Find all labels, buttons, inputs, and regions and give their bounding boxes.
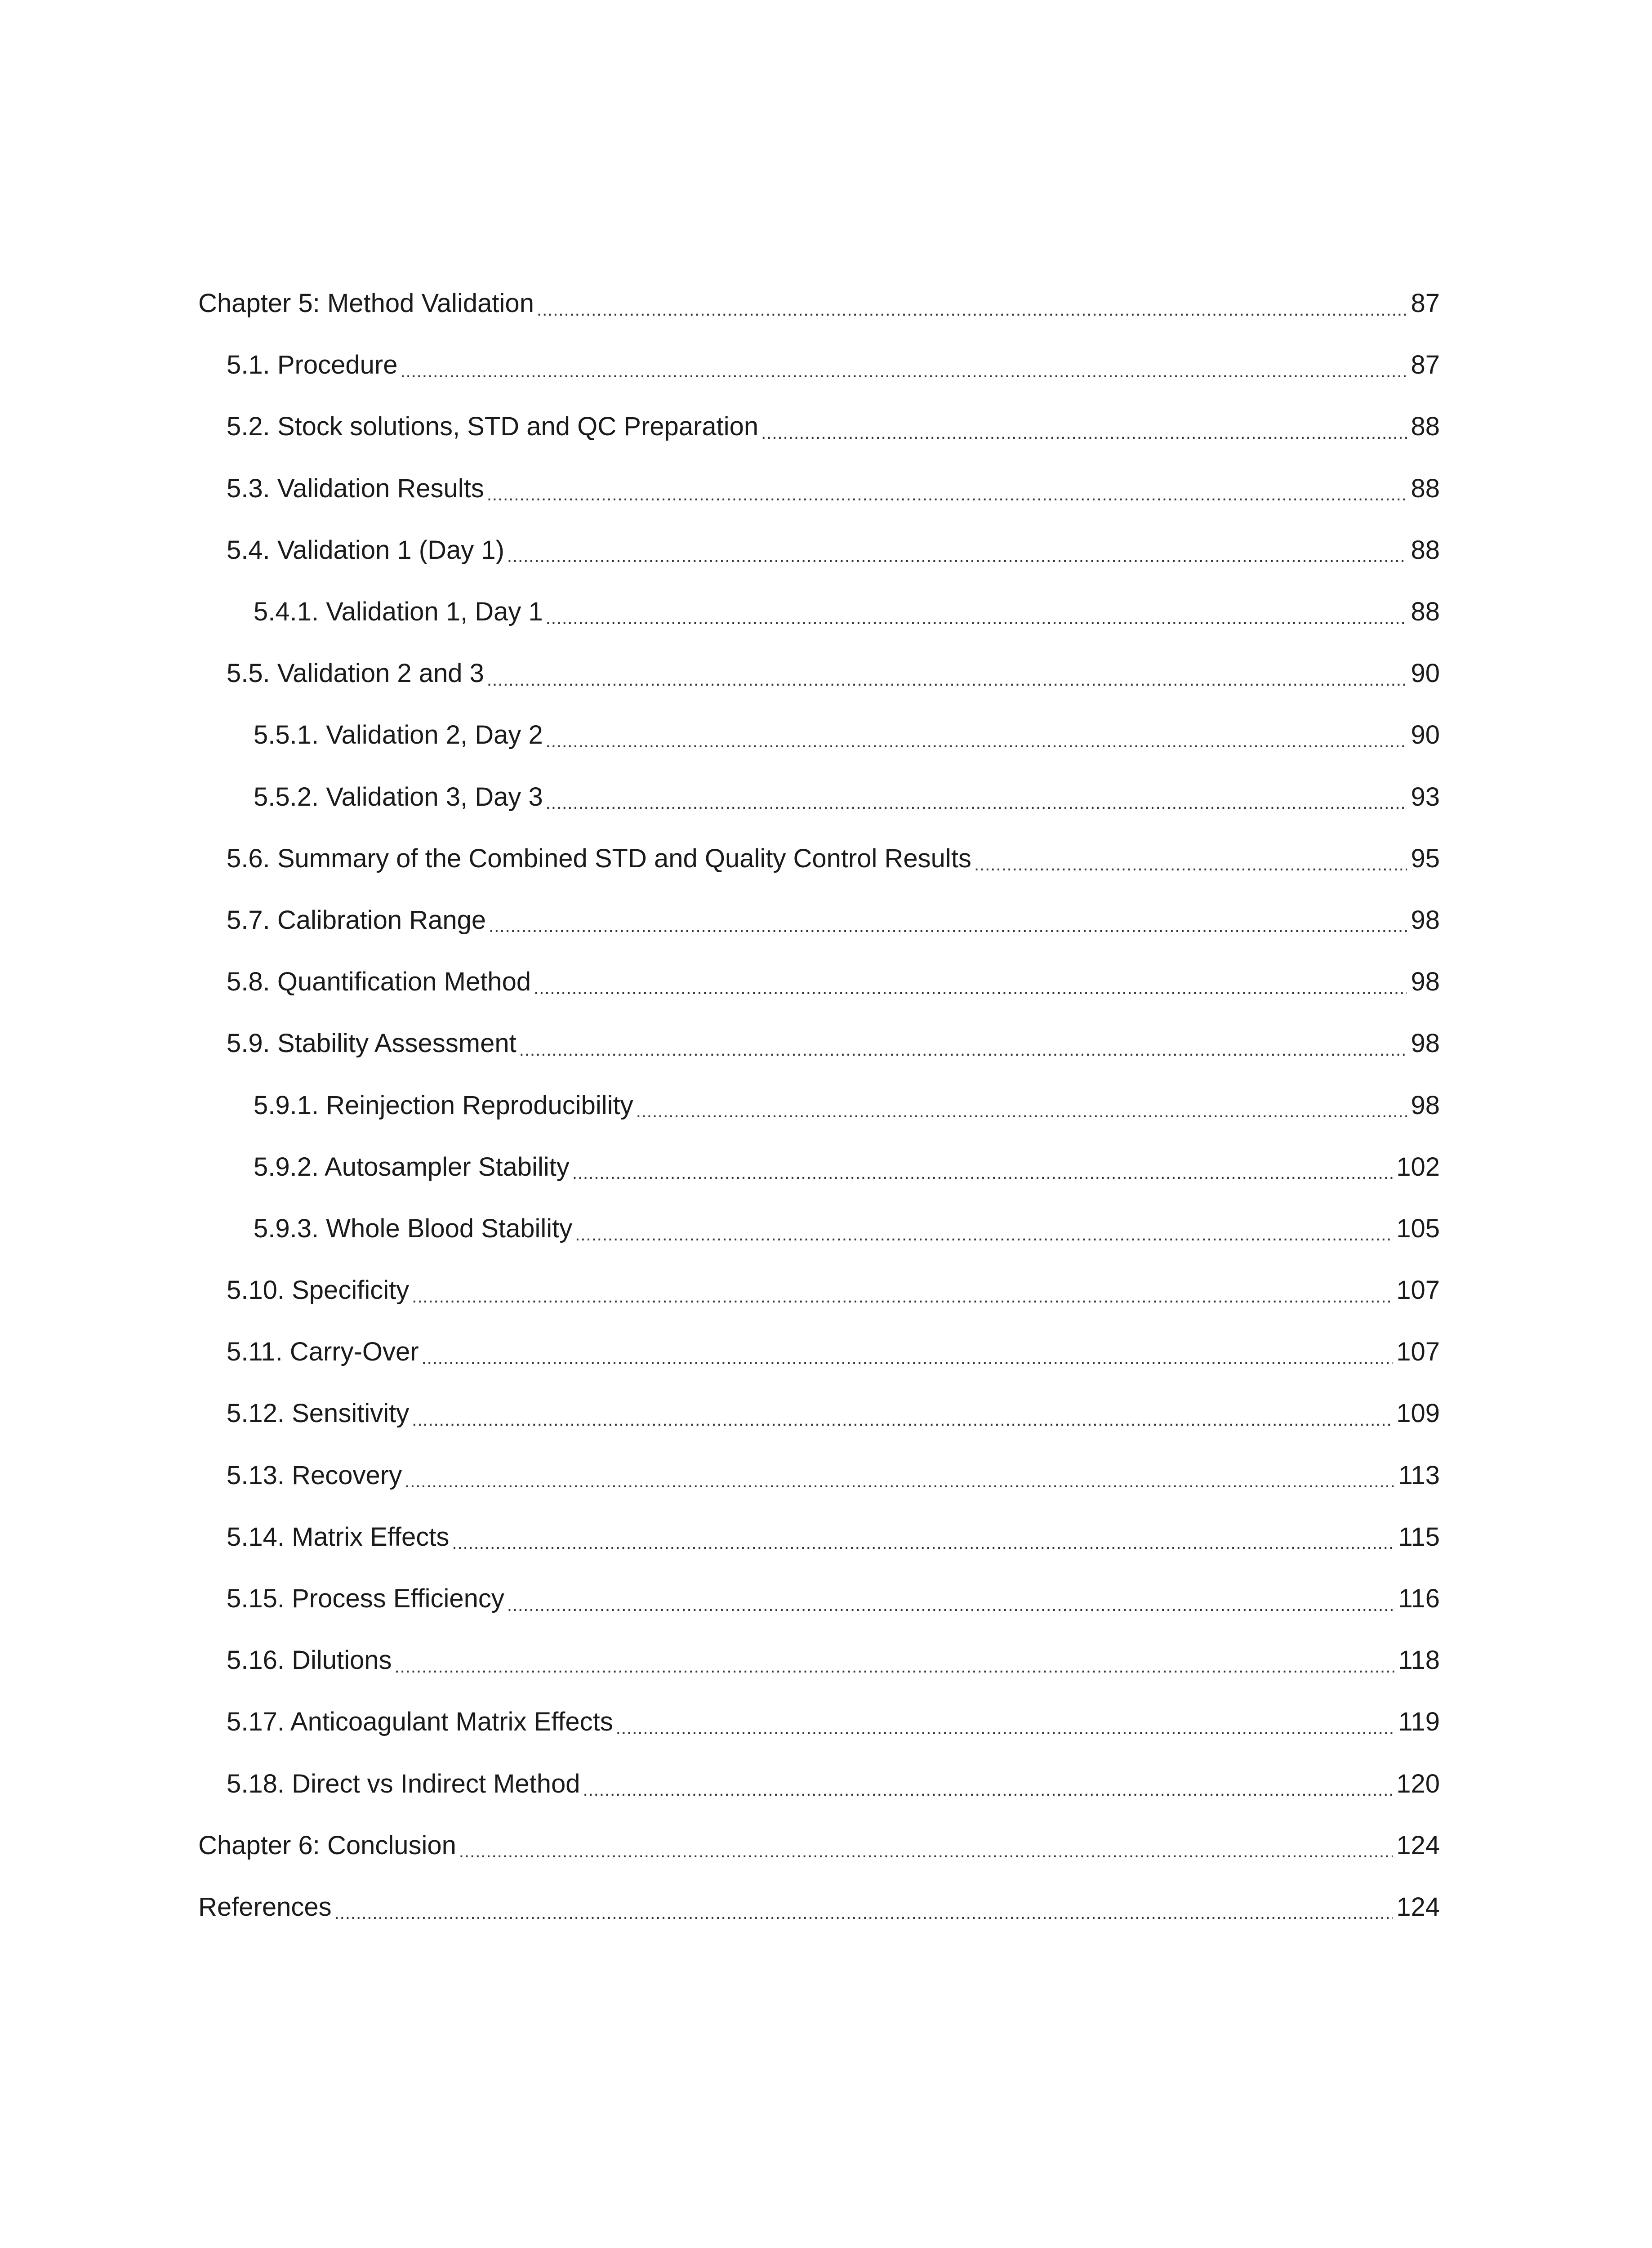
- toc-entry-page-number: 88: [1407, 411, 1440, 442]
- toc-entry-page-number: 98: [1407, 967, 1440, 997]
- toc-entry-page-number: 105: [1393, 1213, 1440, 1244]
- toc-entry[interactable]: [198, 1568, 1440, 1629]
- toc-entry-page-number: 90: [1407, 720, 1440, 750]
- toc-entry[interactable]: [198, 889, 1440, 951]
- toc-entry-page-number: 98: [1407, 905, 1440, 935]
- toc-dot-leader: [405, 1472, 1394, 1490]
- toc-entry-title: References: [198, 1892, 334, 1922]
- toc-entry-title: 5.12. Sensitivity: [227, 1398, 412, 1428]
- toc-dot-leader: [334, 1904, 1393, 1922]
- toc-entry-page-number: 115: [1395, 1522, 1440, 1552]
- toc-entry-title: 5.5.2. Validation 3, Day 3: [254, 782, 546, 812]
- toc-entry-title: 5.6. Summary of the Combined STD and Quality Control Results: [227, 843, 974, 874]
- toc-dot-leader: [459, 1842, 1393, 1860]
- toc-entry-title: 5.4. Validation 1 (Day 1): [227, 535, 507, 565]
- toc-entry[interactable]: [198, 642, 1440, 704]
- toc-dot-leader: [487, 486, 1407, 504]
- toc-dot-leader: [575, 1226, 1393, 1244]
- toc-entry[interactable]: [198, 581, 1440, 642]
- toc-entry[interactable]: [198, 519, 1440, 581]
- toc-entry[interactable]: [198, 704, 1440, 766]
- toc-entry[interactable]: [198, 1629, 1440, 1691]
- toc-entry[interactable]: [198, 1876, 1440, 1938]
- toc-entry[interactable]: [198, 334, 1440, 396]
- toc-entry-title: 5.4.1. Validation 1, Day 1: [254, 597, 546, 627]
- toc-entry[interactable]: [198, 1198, 1440, 1259]
- toc-entry-page-number: 88: [1407, 597, 1440, 627]
- toc-entry-page-number: 87: [1407, 350, 1440, 380]
- table-of-contents: [198, 272, 1440, 1938]
- toc-entry[interactable]: [198, 766, 1440, 828]
- toc-dot-leader: [489, 917, 1407, 935]
- toc-dot-leader: [534, 979, 1407, 997]
- toc-entry[interactable]: [198, 1445, 1440, 1506]
- toc-entry-title: 5.10. Specificity: [227, 1275, 412, 1305]
- toc-dot-leader: [761, 424, 1407, 442]
- toc-entry-title: Chapter 6: Conclusion: [198, 1830, 459, 1860]
- toc-dot-leader: [487, 671, 1407, 689]
- toc-dot-leader: [636, 1102, 1407, 1120]
- toc-entry-title: 5.16. Dilutions: [227, 1645, 395, 1675]
- toc-dot-leader: [400, 362, 1407, 380]
- toc-entry-page-number: 107: [1393, 1337, 1440, 1367]
- toc-entry-title: 5.3. Validation Results: [227, 473, 487, 504]
- toc-entry-title: 5.1. Procedure: [227, 350, 400, 380]
- toc-entry[interactable]: [198, 1259, 1440, 1321]
- toc-entry[interactable]: [198, 828, 1440, 889]
- toc-entry-page-number: 88: [1407, 535, 1440, 565]
- toc-entry-title: 5.11. Carry-Over: [227, 1337, 422, 1367]
- toc-entry-page-number: 88: [1407, 473, 1440, 504]
- toc-dot-leader: [452, 1534, 1394, 1552]
- toc-entry-title: 5.14. Matrix Effects: [227, 1522, 452, 1552]
- toc-entry[interactable]: [198, 1691, 1440, 1753]
- toc-entry[interactable]: [198, 951, 1440, 1012]
- toc-entry-page-number: 120: [1393, 1769, 1440, 1799]
- toc-entry[interactable]: [198, 1136, 1440, 1198]
- toc-entry-page-number: 93: [1407, 782, 1440, 812]
- toc-entry[interactable]: [198, 1074, 1440, 1136]
- toc-entry-title: 5.2. Stock solutions, STD and QC Preparation: [227, 411, 761, 442]
- toc-dot-leader: [537, 301, 1407, 319]
- toc-dot-leader: [507, 1596, 1395, 1614]
- toc-entry-title: 5.9. Stability Assessment: [227, 1028, 519, 1058]
- toc-dot-leader: [395, 1658, 1395, 1676]
- toc-entry[interactable]: [198, 1321, 1440, 1383]
- toc-entry-page-number: 118: [1395, 1645, 1440, 1675]
- toc-entry[interactable]: [198, 1815, 1440, 1876]
- toc-entry[interactable]: [198, 1753, 1440, 1815]
- toc-entry-page-number: 124: [1393, 1830, 1440, 1860]
- toc-entry-page-number: 124: [1393, 1892, 1440, 1922]
- toc-entry-page-number: 102: [1393, 1152, 1440, 1182]
- toc-entry-title: 5.18. Direct vs Indirect Method: [227, 1769, 583, 1799]
- toc-entry[interactable]: [198, 396, 1440, 457]
- toc-entry-title: 5.5. Validation 2 and 3: [227, 658, 487, 688]
- toc-entry-page-number: 95: [1407, 843, 1440, 874]
- toc-entry-title: Chapter 5: Method Validation: [198, 288, 537, 318]
- toc-entry-title: 5.7. Calibration Range: [227, 905, 489, 935]
- toc-dot-leader: [519, 1041, 1407, 1059]
- toc-dot-leader: [546, 609, 1407, 627]
- toc-dot-leader: [583, 1781, 1393, 1799]
- toc-entry-page-number: 113: [1395, 1460, 1440, 1490]
- toc-dot-leader: [572, 1164, 1393, 1182]
- toc-entry-page-number: 90: [1407, 658, 1440, 688]
- toc-entry-title: 5.5.1. Validation 2, Day 2: [254, 720, 546, 750]
- toc-entry[interactable]: [198, 458, 1440, 519]
- toc-entry[interactable]: [198, 1506, 1440, 1568]
- toc-dot-leader: [546, 794, 1407, 812]
- toc-entry-page-number: 98: [1407, 1028, 1440, 1058]
- toc-entry-title: 5.9.3. Whole Blood Stability: [254, 1213, 575, 1244]
- toc-dot-leader: [616, 1719, 1395, 1737]
- toc-dot-leader: [412, 1288, 1393, 1306]
- toc-dot-leader: [507, 547, 1407, 565]
- toc-entry-page-number: 98: [1407, 1090, 1440, 1120]
- toc-entry-page-number: 109: [1393, 1398, 1440, 1428]
- toc-entry-page-number: 116: [1395, 1583, 1440, 1614]
- toc-entry[interactable]: [198, 1012, 1440, 1074]
- toc-entry-title: 5.9.1. Reinjection Reproducibility: [254, 1090, 636, 1120]
- toc-entry-title: 5.8. Quantification Method: [227, 967, 534, 997]
- toc-entry-title: 5.9.2. Autosampler Stability: [254, 1152, 572, 1182]
- toc-entry-title: 5.13. Recovery: [227, 1460, 405, 1490]
- toc-dot-leader: [546, 732, 1407, 750]
- toc-entry-page-number: 87: [1407, 288, 1440, 318]
- toc-entry-title: 5.17. Anticoagulant Matrix Effects: [227, 1707, 616, 1737]
- toc-entry[interactable]: [198, 1383, 1440, 1444]
- toc-dot-leader: [974, 856, 1407, 874]
- toc-entry[interactable]: [198, 272, 1440, 334]
- toc-dot-leader: [412, 1411, 1393, 1429]
- toc-dot-leader: [422, 1349, 1393, 1367]
- toc-entry-page-number: 119: [1395, 1707, 1440, 1737]
- toc-entry-title: 5.15. Process Efficiency: [227, 1583, 507, 1614]
- toc-entry-page-number: 107: [1393, 1275, 1440, 1305]
